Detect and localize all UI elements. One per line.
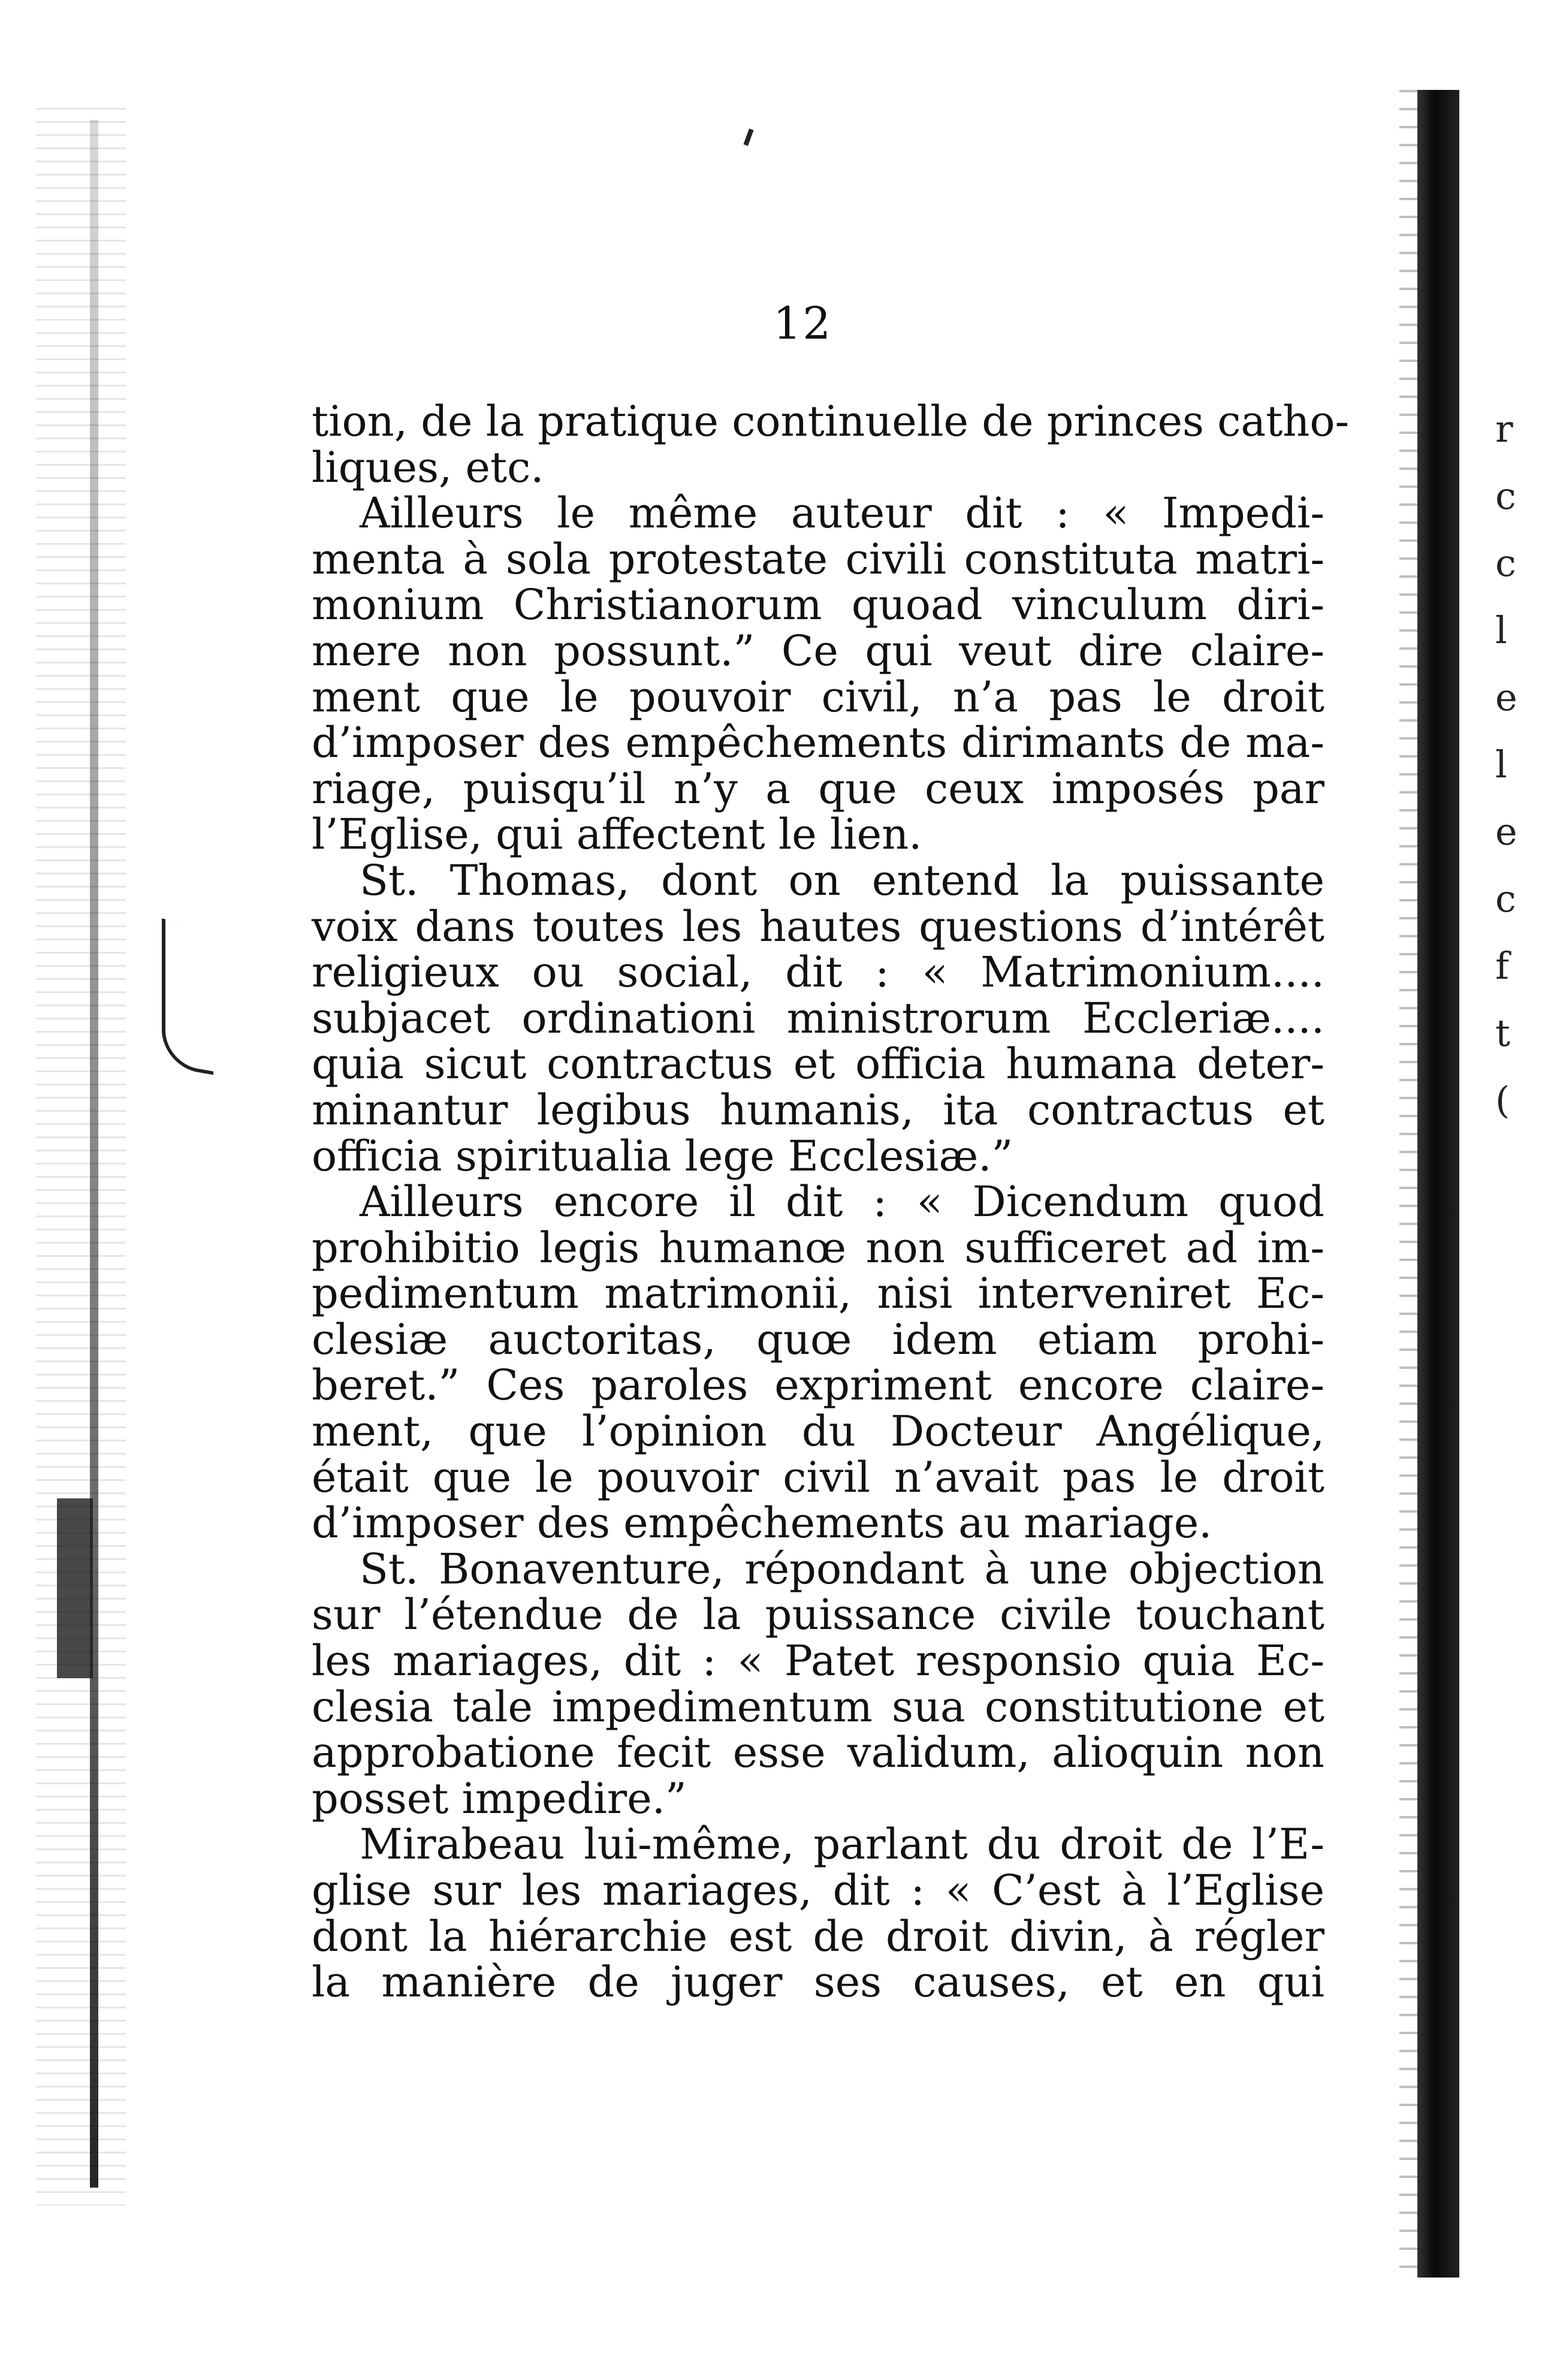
edge-letter: l (1495, 608, 1507, 652)
text-line: quia sicut contractus et officia humana deter- (312, 1039, 1324, 1089)
text-line: d’imposer des empêchements dirimants de ma- (312, 718, 1324, 768)
text-line: sur l’étendue de la puissance civile touchant (312, 1590, 1324, 1640)
page-number: 12 (773, 298, 832, 349)
edge-letter: r (1495, 407, 1513, 451)
text-line: clesiæ auctoritas, quœ idem etiam prohi- (312, 1314, 1324, 1364)
text-line: beret.” Ces paroles expriment encore claire- (312, 1361, 1324, 1410)
text-line: riage, puisqu’il n’y a que ceux imposés par (312, 764, 1324, 813)
edge-letter: l (1495, 743, 1507, 786)
edge-letter: e (1495, 810, 1517, 853)
left-gutter-scan-noise (36, 108, 126, 2206)
text-line: posset impedire.” (312, 1773, 687, 1823)
text-line: St. Thomas, dont on entend la puissante (360, 855, 1324, 905)
text-line: tion, de la pratique continuelle de princes catho- (312, 397, 1350, 446)
left-gutter-bar (90, 120, 98, 2188)
text-line: glise sur les mariages, dit : « C’est à l’Eglise (312, 1866, 1324, 1915)
text-line: pedimentum matrimonii, nisi interveniret Ec- (312, 1269, 1324, 1319)
text-line: menta à sola protestate civili constituta matri- (312, 534, 1324, 584)
body-text (312, 397, 1350, 2007)
text-line: les mariages, dit : « Patet responsio quia Ec- (312, 1636, 1324, 1686)
edge-letter: f (1495, 944, 1509, 988)
edge-letter: e (1495, 675, 1517, 719)
margin-bracket-mark (162, 918, 213, 1075)
right-edge-bleed-strip (1417, 90, 1459, 2278)
text-line: prohibitio legis humanœ non sufficeret ad im- (312, 1223, 1324, 1272)
text-line: monium Christianorum quoad vinculum diri- (312, 580, 1324, 630)
text-line: St. Bonaventure, répondant à une objection (360, 1544, 1324, 1594)
text-line: d’imposer des empêchements au mariage. (312, 1498, 1212, 1548)
edge-letter: t (1495, 1011, 1510, 1055)
text-line: ment que le pouvoir civil, n’a pas le droit (312, 672, 1324, 722)
edge-letter: c (1495, 877, 1516, 921)
edge-letter: c (1495, 474, 1516, 518)
text-line: liques, etc. (312, 442, 544, 492)
top-ink-tick (743, 128, 753, 146)
left-gutter-dark-block (57, 1498, 93, 1678)
text-line: voix dans toutes les hautes questions d’intérêt (312, 901, 1324, 951)
text-line: officia spiritualia lege Ecclesiæ.” (312, 1131, 1013, 1181)
edge-letter: c (1495, 541, 1516, 585)
text-line: l’Eglise, qui affectent le lien. (312, 810, 922, 859)
text-line: religieux ou social, dit : « Matrimonium.... (312, 948, 1324, 997)
text-line: Ailleurs encore il dit : « Dicendum quod (360, 1177, 1324, 1227)
next-page-edge-letters (1495, 396, 1531, 1134)
text-line: dont la hiérarchie est de droit divin, à régler (312, 1911, 1324, 1961)
text-line: la manière de juger ses causes, et en qui (312, 1957, 1324, 2007)
text-line: minantur legibus humanis, ita contractus et (312, 1085, 1324, 1135)
text-line: Mirabeau lui-même, parlant du droit de l’E- (360, 1820, 1324, 1869)
text-line: approbatione fecit esse validum, alioquin non (312, 1728, 1324, 1778)
text-line: clesia tale impedimentum sua constitutione et (312, 1682, 1324, 1732)
edge-letter: ( (1495, 1078, 1510, 1122)
text-line: ment, que l’opinion du Docteur Angélique, (312, 1407, 1324, 1456)
text-line: mere non possunt.” Ce qui veut dire claire- (312, 626, 1324, 675)
text-line: était que le pouvoir civil n’avait pas le droit (312, 1452, 1324, 1502)
text-line: Ailleurs le même auteur dit : « Impedi- (360, 488, 1324, 538)
text-line: subjacet ordinationi ministrorum Eccleriæ.... (312, 993, 1324, 1043)
